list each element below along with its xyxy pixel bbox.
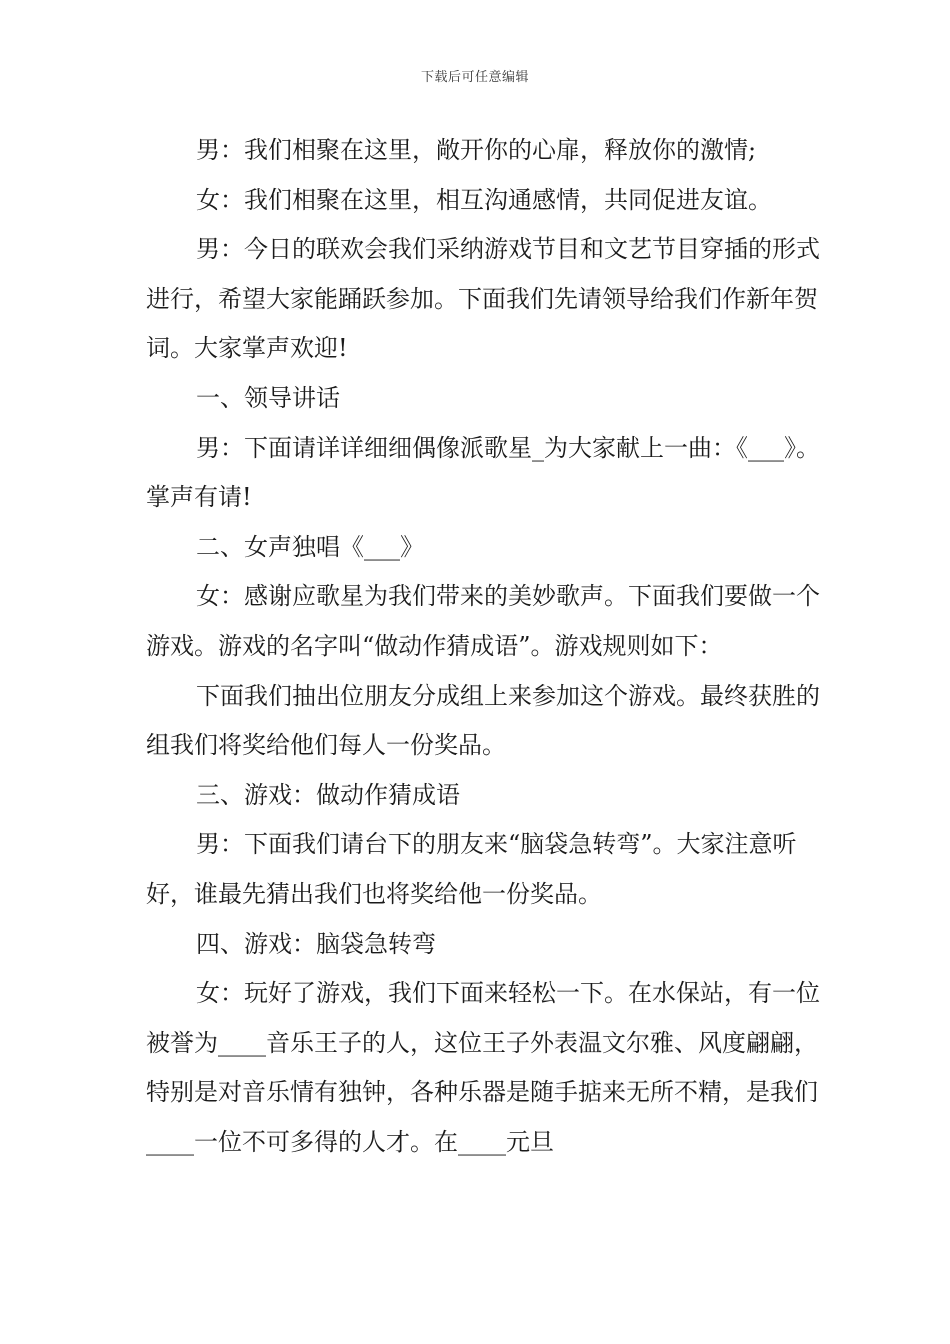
paragraph: 男：下面我们请台下的朋友来“脑袋急转弯”。大家注意听好，谁最先猜出我们也将奖给他一份奖品。: [146, 830, 797, 908]
document-body: [146, 126, 822, 1167]
paragraph: 男：下面请详详细细偶像派歌星_为大家献上一曲：《___》。掌声有请!: [146, 433, 820, 512]
paragraph: 男：今日的联欢会我们采纳游戏节目和文艺节目穿插的形式进行，希望大家能踊跃参加。下面我们先请领导给我们作新年贺词。大家掌声欢迎!: [146, 235, 820, 363]
paragraph: 下面我们抽出位朋友分成组上来参加这个游戏。最终获胜的组我们将奖给他们每人一份奖品。: [146, 681, 820, 760]
section-heading: 二、女声独唱《___》: [196, 532, 424, 561]
paragraph: 女：我们相聚在这里，相互沟通感情，共同促进友谊。: [196, 185, 772, 214]
section-heading: 一、领导讲话: [196, 383, 340, 412]
section-heading: 三、游戏：做动作猜成语: [196, 780, 460, 809]
paragraph: 女：玩好了游戏，我们下面来轻松一下。在水保站，有一位被誉为____音乐王子的人，这位王子外表温文尔雅、风度翩翩，特别是对音乐情有独钟，各种乐器是随手掂来无所不精，是我们____一位不可多得的人才。在____元旦: [146, 979, 820, 1156]
page-header: 下载后可任意编辑: [420, 70, 529, 85]
section-heading: 四、游戏：脑袋急转弯: [196, 929, 436, 958]
paragraph: 女：感谢应歌星为我们带来的美妙歌声。下面我们要做一个游戏。游戏的名字叫“做动作猜成语”。游戏规则如下：: [146, 582, 820, 660]
paragraph: 男：我们相聚在这里，敞开你的心扉，释放你的激情;: [196, 136, 757, 164]
